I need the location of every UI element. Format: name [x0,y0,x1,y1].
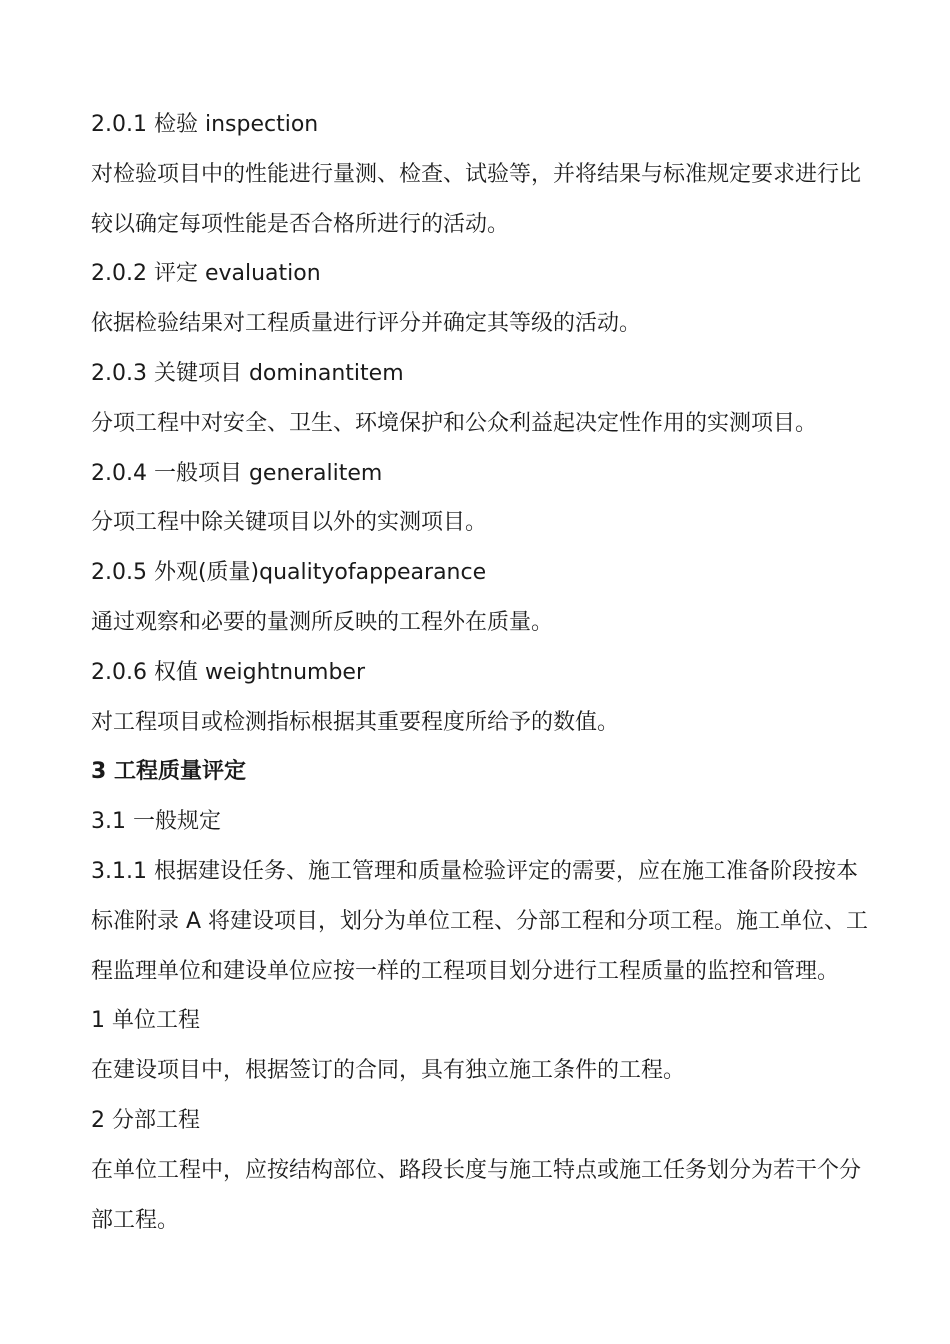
list-item-heading: 1 单位工程 [91,1008,200,1034]
paragraph-line: 3.1.1 根据建设任务、施工管理和质量检验评定的需要，应在施工准备阶段按本 [91,858,858,884]
document-page [91,100,881,1245]
term-heading-general-item: 2.0.4 一般项目 generalitem [91,460,383,486]
list-item-heading: 2 分部工程 [91,1107,200,1133]
paragraph-line: 分项工程中对安全、卫生、环境保护和公众利益起决定性作用的实测项目。 [91,410,818,436]
paragraph-line: 在单位工程中，应按结构部位、路段长度与施工特点或施工任务划分为若干个分 [91,1157,862,1183]
subsection-heading: 3.1 一般规定 [91,809,221,835]
paragraph-line: 对工程项目或检测指标根据其重要程度所给予的数值。 [91,709,620,735]
paragraph-line: 通过观察和必要的量测所反映的工程外在质量。 [91,609,554,635]
term-heading-appearance: 2.0.5 外观(质量)qualityofappearance [91,560,487,586]
section-heading: 3 工程质量评定 [91,759,246,785]
paragraph-line: 分项工程中除关键项目以外的实测项目。 [91,510,488,536]
paragraph-line: 程监理单位和建设单位应按一样的工程项目划分进行工程质量的监控和管理。 [91,958,840,984]
paragraph-line: 依据检验结果对工程质量进行评分并确定其等级的活动。 [91,311,642,337]
paragraph-line: 对检验项目中的性能进行量测、检查、试验等，并将结果与标准规定要求进行比 [91,161,862,187]
term-heading-weight: 2.0.6 权值 weightnumber [91,659,366,685]
paragraph-line: 部工程。 [91,1207,180,1233]
paragraph-line: 标准附录 A 将建设项目，划分为单位工程、分部工程和分项工程。施工单位、工 [91,908,869,934]
term-heading-inspection: 2.0.1 检验 inspection [91,112,319,137]
paragraph-line: 在建设项目中，根据签订的合同，具有独立施工条件的工程。 [91,1058,686,1084]
term-heading-evaluation: 2.0.2 评定 evaluation [91,261,321,287]
term-heading-dominant-item: 2.0.3 关键项目 dominantitem [91,360,404,386]
paragraph-line: 较以确定每项性能是否合格所进行的活动。 [91,211,510,237]
